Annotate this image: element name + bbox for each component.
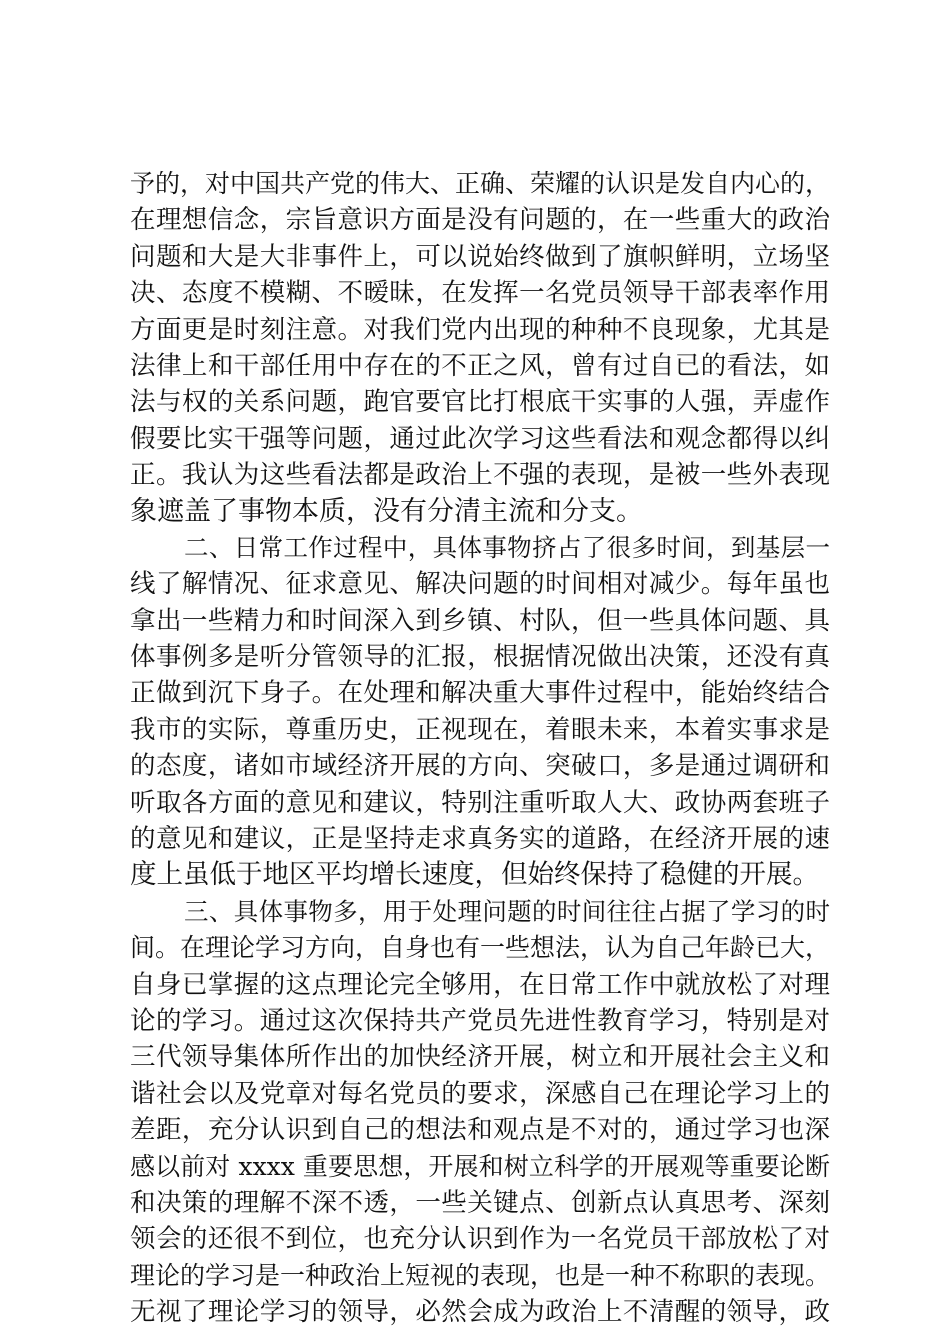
- text-line: 三代领导集体所作出的加快经济开展，树立和开展社会主义和: [130, 1042, 830, 1073]
- text-line: 方面更是时刻注意。对我们党内出现的种种不良现象，尤其是: [130, 314, 830, 345]
- text-line: 体事例多是听分管领导的汇报，根据情况做出决策，还没有真: [130, 642, 830, 673]
- text-line: 度上虽低于地区平均增长速度，但始终保持了稳健的开展。: [130, 859, 819, 891]
- paragraph-start-line: 二、日常工作过程中，具体事物挤占了很多时间，到基层一: [184, 532, 830, 562]
- text-line: 的意见和建议，正是坚持走求真务实的道路，在经济开展的速: [130, 824, 830, 855]
- text-line: 正做到沉下身子。在处理和解决重大事件过程中，能始终结合: [130, 678, 830, 709]
- text-line: 线了解情况、征求意见、解决问题的时间相对减少。每年虽也: [130, 569, 830, 600]
- text-line: 假要比实干强等问题，通过此次学习这些看法和观念都得以纠: [130, 423, 830, 454]
- text-line: 予的，对中国共产党的伟大、正确、荣耀的认识是发自内心的，: [130, 169, 831, 198]
- text-line: 领会的还很不到位，也充分认识到作为一名党员干部放松了对: [130, 1224, 830, 1255]
- paragraph-start-line: 三、具体事物多，用于处理问题的时间往往占据了学习的时: [184, 896, 830, 926]
- text-line: 谐社会以及党章对每名党员的要求，深感自己在理论学习上的: [130, 1078, 830, 1109]
- text-line: 论的学习。通过这次保持共产党员先进性教育学习，特别是对: [130, 1005, 830, 1036]
- text-line: 理论的学习是一种政治上短视的表现，也是一种不称职的表现。: [130, 1260, 831, 1290]
- text-line: 无视了理论学习的领导，必然会成为政治上不清醒的领导，政: [130, 1297, 830, 1328]
- text-line: 拿出一些精力和时间深入到乡镇、村队，但一些具体问题、具: [130, 605, 830, 636]
- text-line: 在理想信念，宗旨意识方面是没有问题的，在一些重大的政治: [130, 205, 830, 236]
- text-line: 法律上和干部任用中存在的不正之风，曾有过自已的看法，如: [130, 350, 830, 381]
- text-line: 和决策的理解不深不透，一些关键点、创新点认真思考、深刻: [130, 1187, 830, 1218]
- text-line: 间。在理论学习方向，自身也有一些想法，认为自己年龄已大，: [130, 933, 831, 963]
- text-line: 感以前对 xxxx 重要思想，开展和树立科学的开展观等重要论断: [130, 1151, 830, 1181]
- text-line: 象遮盖了事物本质，没有分清主流和分支。: [130, 495, 643, 527]
- text-line: 我市的实际，尊重历史，正视现在，着眼未来，本着实事求是: [130, 714, 830, 745]
- text-line: 听取各方面的意见和建议，特别注重听取人大、政协两套班子: [130, 787, 830, 818]
- text-line: 正。我认为这些看法都是政治上不强的表现，是被一些外表现: [130, 460, 830, 491]
- text-line: 法与权的关系问题，跑官要官比打根底干实事的人强，弄虚作: [130, 387, 830, 418]
- text-line: 差距，充分认识到自己的想法和观点是不对的，通过学习也深: [130, 1115, 830, 1146]
- text-line: 决、态度不模糊、不暧昧，在发挥一名党员领导干部表率作用: [130, 278, 830, 309]
- text-line: 的态度，诸如市域经济开展的方向、突破口，多是通过调研和: [130, 751, 830, 782]
- body-text: [130, 166, 830, 1331]
- text-line: 问题和大是大非事件上，可以说始终做到了旗帜鲜明，立场坚: [130, 241, 830, 272]
- text-line: 自身已掌握的这点理论完全够用，在日常工作中就放松了对理: [130, 969, 830, 1000]
